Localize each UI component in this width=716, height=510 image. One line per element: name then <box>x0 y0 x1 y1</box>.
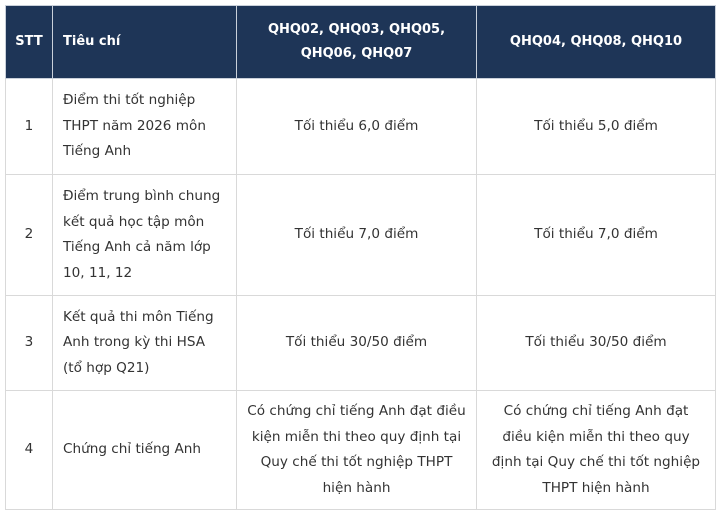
table-row <box>6 79 716 175</box>
table-row <box>6 175 716 296</box>
header-group-b: QHQ04, QHQ08, QHQ10 <box>477 6 716 79</box>
row-group-b-value: Tối thiểu 5,0 điểm <box>477 79 716 175</box>
table-row <box>6 391 716 510</box>
row-group-a-value: Tối thiểu 6,0 điểm <box>237 79 477 175</box>
header-criteria: Tiêu chí <box>53 6 237 79</box>
row-criteria: Chứng chỉ tiếng Anh <box>53 391 237 510</box>
row-criteria: Kết quả thi môn Tiếng Anh trong kỳ thi HSA (tổ hợp Q21) <box>53 296 237 391</box>
table-header-row <box>6 6 716 79</box>
row-stt: 4 <box>6 391 53 510</box>
row-group-b-value: Tối thiểu 30/50 điểm <box>477 296 716 391</box>
table-row <box>6 296 716 391</box>
row-criteria: Điểm trung bình chung kết quả học tập môn Tiếng Anh cả năm lớp 10, 11, 12 <box>53 175 237 296</box>
row-stt: 1 <box>6 79 53 175</box>
row-group-b-value: Có chứng chỉ tiếng Anh đạt điều kiện miễn thi theo quy định tại Quy chế thi tốt nghiệp THPT hiện hành <box>477 391 716 510</box>
row-group-a-value: Tối thiểu 30/50 điểm <box>237 296 477 391</box>
row-criteria: Điểm thi tốt nghiệp THPT năm 2026 môn Tiếng Anh <box>53 79 237 175</box>
header-stt: STT <box>6 6 53 79</box>
row-group-a-value: Tối thiểu 7,0 điểm <box>237 175 477 296</box>
row-stt: 2 <box>6 175 53 296</box>
header-group-a: QHQ02, QHQ03, QHQ05, QHQ06, QHQ07 <box>237 6 477 79</box>
row-stt: 3 <box>6 296 53 391</box>
row-group-b-value: Tối thiểu 7,0 điểm <box>477 175 716 296</box>
requirements-table <box>5 5 716 510</box>
row-group-a-value: Có chứng chỉ tiếng Anh đạt điều kiện miễn thi theo quy định tại Quy chế thi tốt nghiệp THPT hiện hành <box>237 391 477 510</box>
